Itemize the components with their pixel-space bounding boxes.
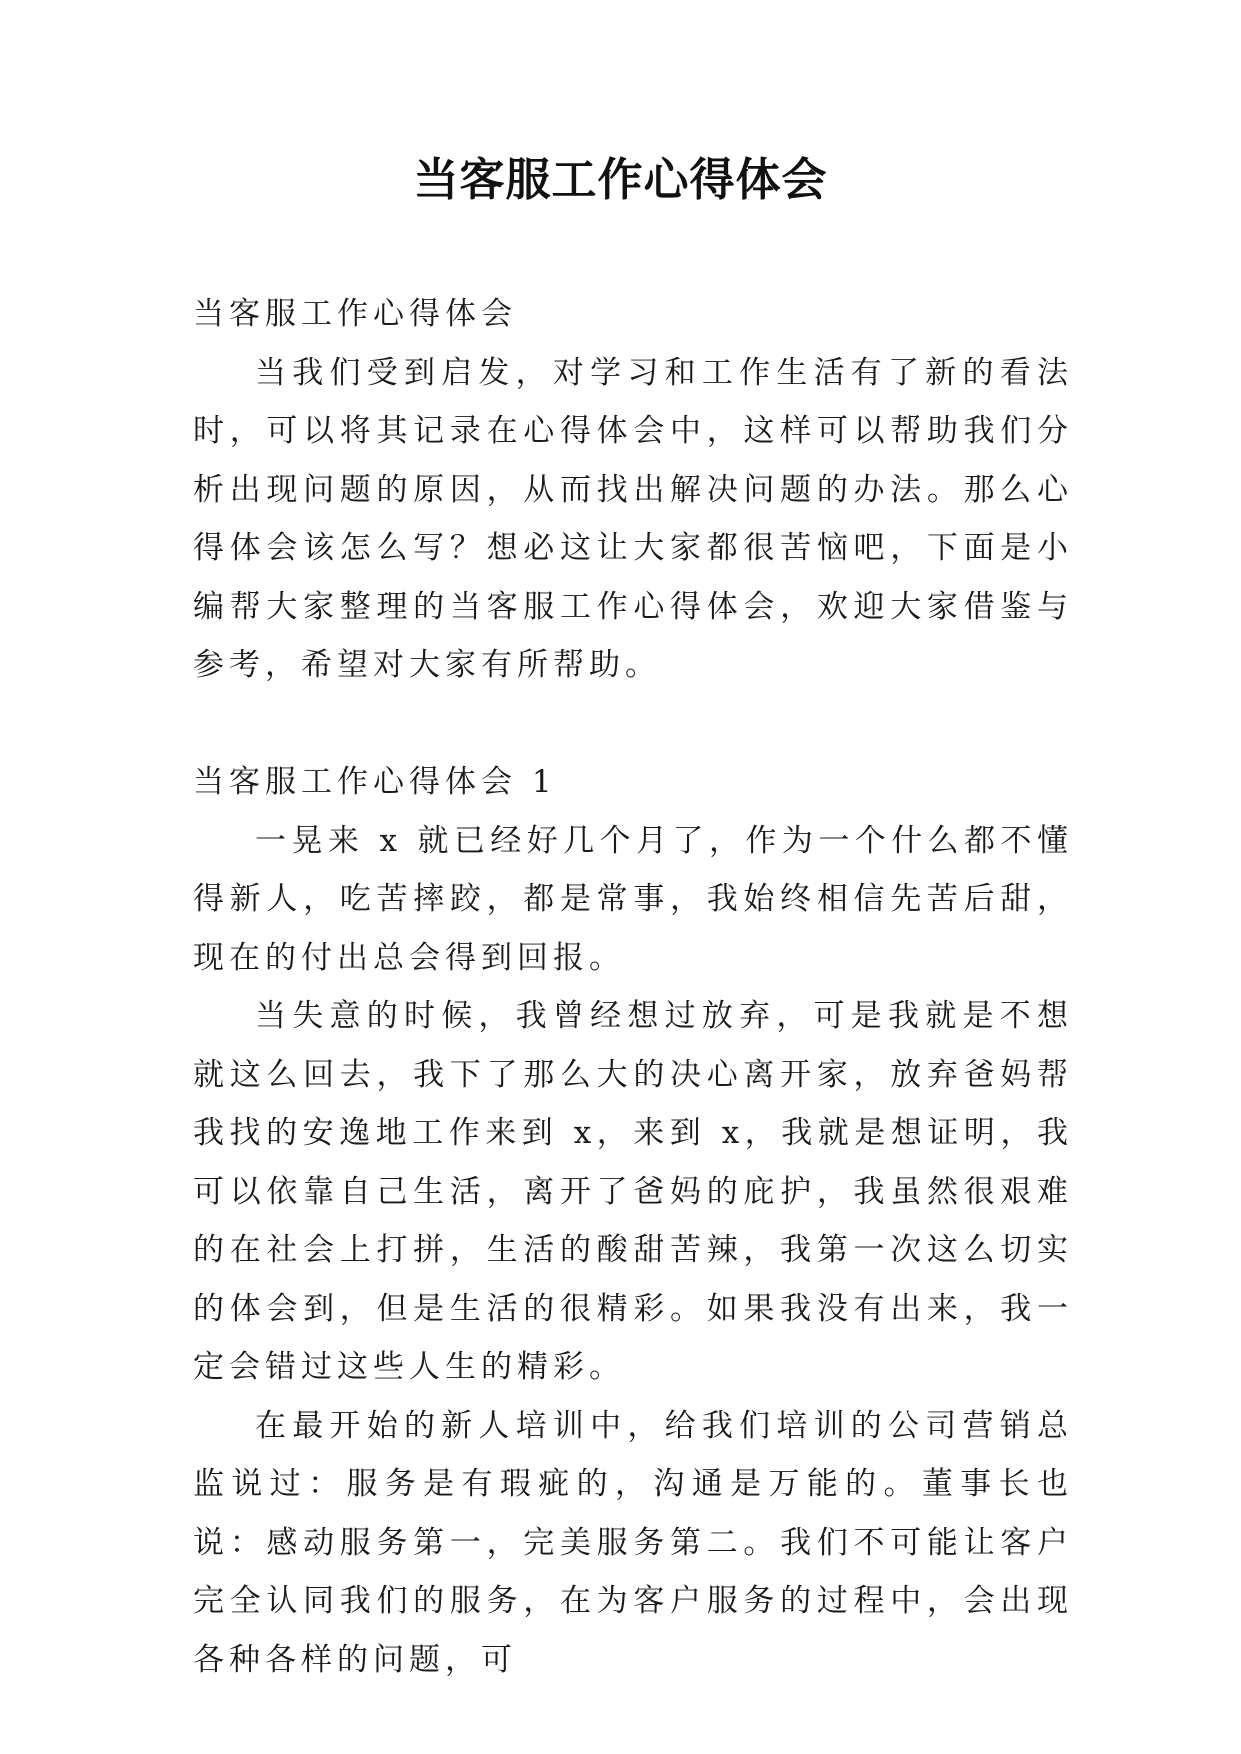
intro-paragraph: 当我们受到启发，对学习和工作生活有了新的看法时，可以将其记录在心得体会中，这样可以帮助我们分析出现问题的原因，从而找出解决问题的办法。那么心得体会该怎么写？想必这让大家都很苦恼吧，下面是小编帮大家整理的当客服工作心得体会，欢迎大家借鉴与参考，希望对大家有所帮助。 <box>193 354 1073 683</box>
section-heading: 当客服工作心得体会 1 <box>193 764 557 800</box>
body-paragraph: 一晃来 x 就已经好几个月了，作为一个什么都不懂得新人，吃苦摔跤，都是常事，我始终相信先苦后甜，现在的付出总会得到回报。 <box>193 822 1073 976</box>
document-body <box>193 285 1073 1689</box>
body-paragraph: 在最开始的新人培训中，给我们培训的公司营销总监说过：服务是有瑕疵的，沟通是万能的。董事长也说：感动服务第一，完美服务第二。我们不可能让客户完全认同我们的服务，在为客户服务的过程中，会出现各种各样的问题，可 <box>193 1407 1073 1678</box>
document-title: 当客服工作心得体会 <box>413 153 828 206</box>
intro-heading: 当客服工作心得体会 <box>193 296 517 332</box>
section-spacer <box>193 695 1073 754</box>
body-paragraph: 当失意的时候，我曾经想过放弃，可是我就是不想就这么回去，我下了那么大的决心离开家，放弃爸妈帮我找的安逸地工作来到 x，来到 x，我就是想证明，我可以依靠自己生活，离开了爸妈的庇护，我虽然很艰难的在社会上打拼，生活的酸甜苦辣，我第一次这么切实的体会到，但是生活的很精彩。如果我没有出来，我一定会错过这些人生的精彩。 <box>193 998 1073 1385</box>
